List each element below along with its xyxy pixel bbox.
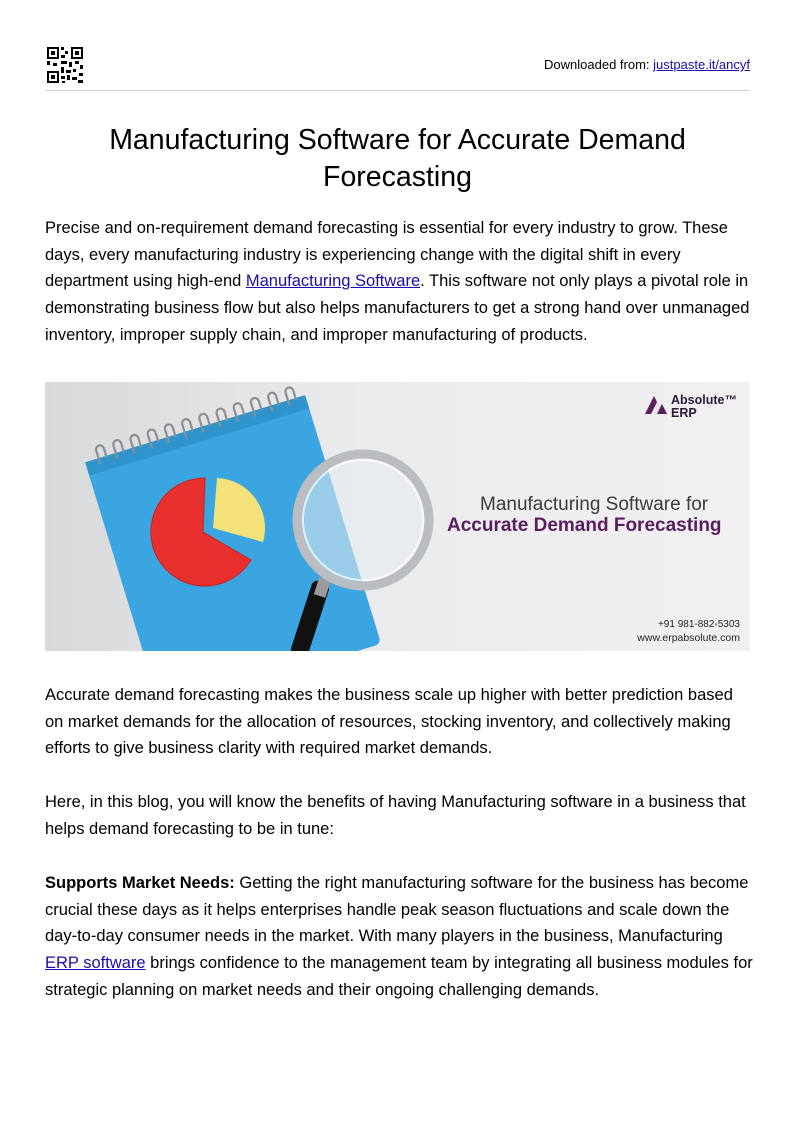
brand-logo <box>645 394 750 428</box>
section-supports-market-needs <box>45 870 755 1004</box>
paragraph-2: Accurate demand forecasting makes the business scale up higher with better prediction based on market demands for the allocation of resources, stocking inventory, and collectively making efforts to give business clarity with required market demands. <box>45 686 733 758</box>
intro-paragraph <box>45 215 755 349</box>
section-heading: Supports Market Needs: <box>45 874 235 892</box>
banner-image <box>45 382 750 651</box>
page-header <box>45 44 750 91</box>
banner-website: www.erpabsolute.com <box>637 632 740 644</box>
brand-name: Absolute™ <box>671 393 737 407</box>
qr-code-icon <box>47 47 83 83</box>
banner-heading-line2: Accurate Demand Forecasting <box>447 515 722 536</box>
banner-heading-line1: Manufacturing Software for <box>480 494 709 515</box>
section-text-end: brings confidence to the management team by integrating all business modules for strategic planning on market needs and their ongoing challenging demands. <box>45 954 753 999</box>
erp-software-link[interactable]: ERP software <box>45 954 146 973</box>
download-source-link[interactable]: justpaste.it/ancyf <box>653 57 750 72</box>
download-label: Downloaded from: <box>544 57 654 72</box>
download-source <box>544 57 750 72</box>
intro-text-end: . This software not only plays a pivotal role in demonstrating business flow but also helps manufacturers to get a strong hand over unmanaged inventory, improper supply chain, and improper manufacturing of products. <box>45 272 750 344</box>
brand-subtitle: ERP <box>671 406 697 420</box>
page-title: Manufacturing Software for Accurate Demand Forecasting <box>109 124 686 193</box>
banner-phone: +91 981-882-5303 <box>657 619 740 630</box>
paragraph-3: Here, in this blog, you will know the benefits of having Manufacturing software in a business that helps demand forecasting to be in tune: <box>45 793 746 838</box>
intro-text-start: Precise and on-requirement demand forecasting is essential for every industry to grow. These days, every manufacturing industry is experiencing change with the digital shift in every department using high-end <box>45 219 728 291</box>
section-text-start: Getting the right manufacturing software for the business has become crucial these days as it helps enterprises handle peak season fluctuations and scale down the day-to-day consumer needs in the market. With many players in the business, Manufacturing <box>45 874 749 946</box>
manufacturing-software-link[interactable]: Manufacturing Software <box>245 272 421 291</box>
